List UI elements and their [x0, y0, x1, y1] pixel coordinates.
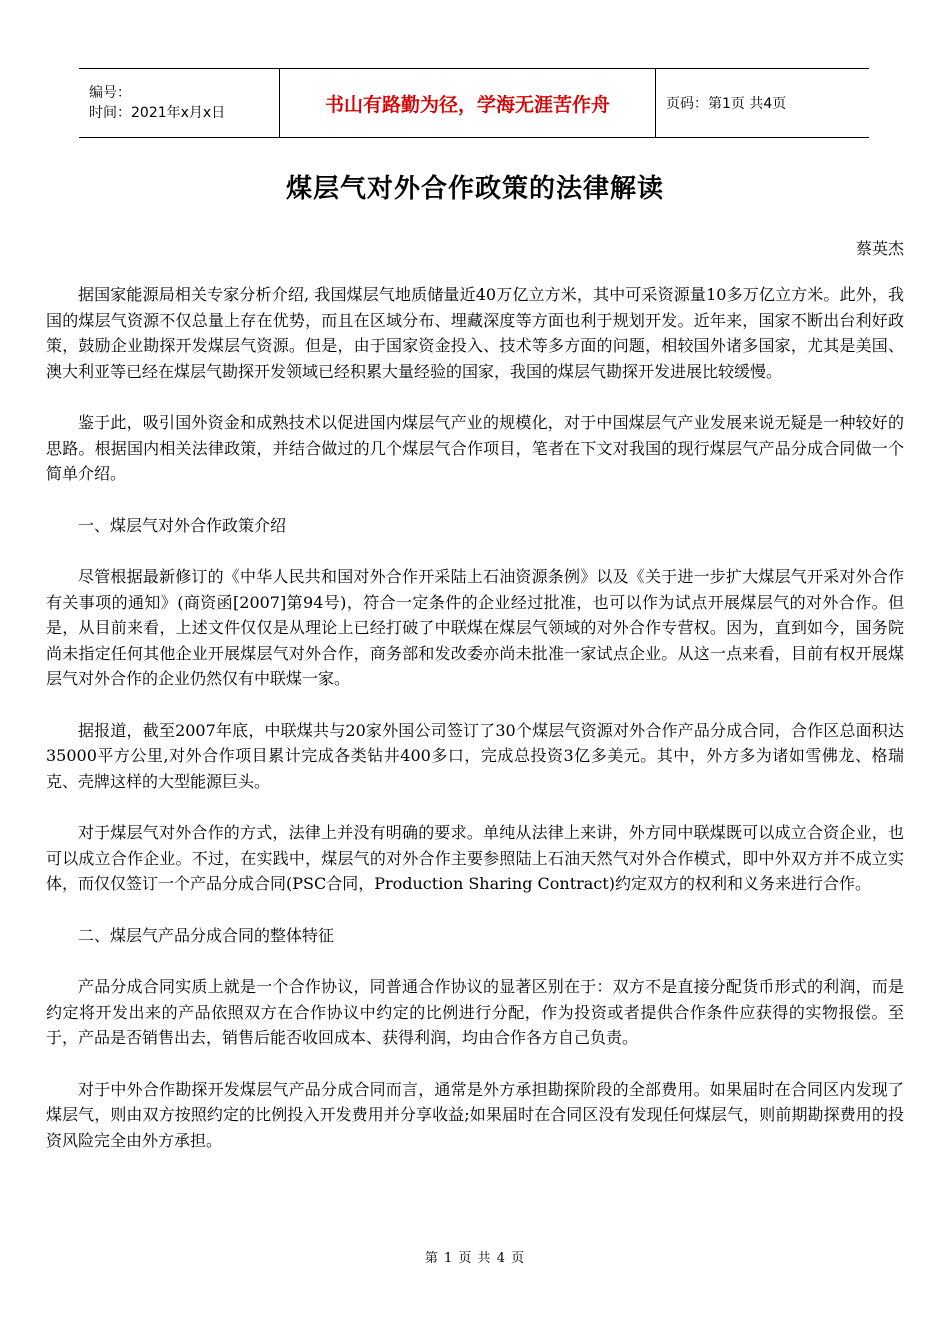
header-motto: 书山有路勤为径，学海无涯苦作舟 — [324, 93, 610, 116]
header-right-cell — [656, 69, 869, 137]
section-heading: 一、煤层气对外合作政策介绍 — [78, 515, 287, 535]
document-body — [46, 282, 904, 1179]
body-paragraph: 对于中外合作勘探开发煤层气产品分成合同而言，通常是外方承担勘探阶段的全部费用。如果届时在合同区内发现了煤层气，则由双方按照约定的比例投入开发费用并分享收益;如果届时在合同区没有发现任何煤层气，则前期勘探费用的投资风险完全由外方承担。 — [46, 1079, 904, 1150]
page-footer: 第 1 页 共 4 页 — [424, 1251, 526, 1266]
body-paragraph: 鉴于此，吸引国外资金和成熟技术以促进国内煤层气产业的规模化，对于中国煤层气产业发展来说无疑是一种较好的思路。根据国内相关法律政策，并结合做过的几个煤层气合作项目，笔者在下文对我国的现行煤层气产品分成合同做一个简单介绍。 — [46, 413, 904, 483]
body-paragraph: 产品分成合同实质上就是一个合作协议，同普通合作协议的显著区别在于：双方不是直接分配货币形式的利润，而是约定将开发出来的产品依照双方在合作协议中约定的比例进行分配，作为投资或者提供合作条件应获得的实物报偿。至于，产品是否销售出去，销售后能否收回成本、获得利润，均由合作各方自己负责。 — [46, 977, 904, 1047]
body-paragraph: 尽管根据最新修订的《中华人民共和国对外合作开采陆上石油资源条例》以及《关于进一步扩大煤层气开采对外合作有关事项的通知》(商资函[2007]第94号)，符合一定条件的企业经过批准，也可以作为试点开展煤层气的对外合作。但是，从目前来看，上述文件仅仅是从理论上已经打破了中联煤在煤层气领域的对外合作专营权。因为，直到如今，国务院尚未指定任何其他企业开展煤层气对外合作，商务部和发改委亦尚未批准一家试点企业。从这一点来看，目前有权开展煤层气对外合作的企业仍然仅有中联煤一家。 — [46, 567, 904, 688]
body-paragraph: 对于煤层气对外合作的方式，法律上并没有明确的要求。单纯从法律上来讲，外方同中联煤既可以成立合资企业，也可以成立合作企业。不过，在实践中，煤层气的对外合作主要参照陆上石油天然气对外合作模式，即中外双方并不成立实体，而仅仅签订一个产品分成合同(PSC合同，Production Sharing Contract)约定双方的权利和义务来进行合作。 — [46, 823, 904, 893]
document-title: 煤层气对外合作政策的法律解读 — [285, 174, 664, 204]
body-paragraph: 据国家能源局相关专家分析介绍, 我国煤层气地质储量近40万亿立方米，其中可采资源量10多万亿立方米。此外，我国的煤层气资源不仅总量上存在优势，而且在区域分布、埋藏深度等方面也利于规划开发。近年来，国家不断出台利好政策，鼓励企业勘探开发煤层气资源。但是，由于国家资金投入、技术等多方面的问题，相较国外诸多国家，尤其是美国、澳大利亚等已经在煤层气勘探开发领域已经积累大量经验的国家，我国的煤层气勘探开发进展比较缓慢。 — [46, 285, 904, 381]
document-header-table — [79, 68, 869, 138]
header-motto-cell — [280, 69, 656, 137]
body-paragraph: 据报道，截至2007年底，中联煤共与20家外国公司签订了30个煤层气资源对外合作产品分成合同，合作区总面积达35000平方公里,对外合作项目累计完成各类钻井400多口，完成总投资3亿多美元。其中，外方多为诸如雪佛龙、格瑞克、壳牌这样的大型能源巨头。 — [46, 720, 904, 791]
document-time-label: 时间：2021年x月x日 — [89, 105, 226, 121]
header-left-cell — [79, 69, 280, 137]
header-page-info: 页码：第1页 共4页 — [666, 96, 787, 112]
document-number-label: 编号： — [89, 85, 131, 101]
section-heading: 二、煤层气产品分成合同的整体特征 — [78, 925, 335, 945]
document-author: 蔡英杰 — [855, 239, 904, 258]
